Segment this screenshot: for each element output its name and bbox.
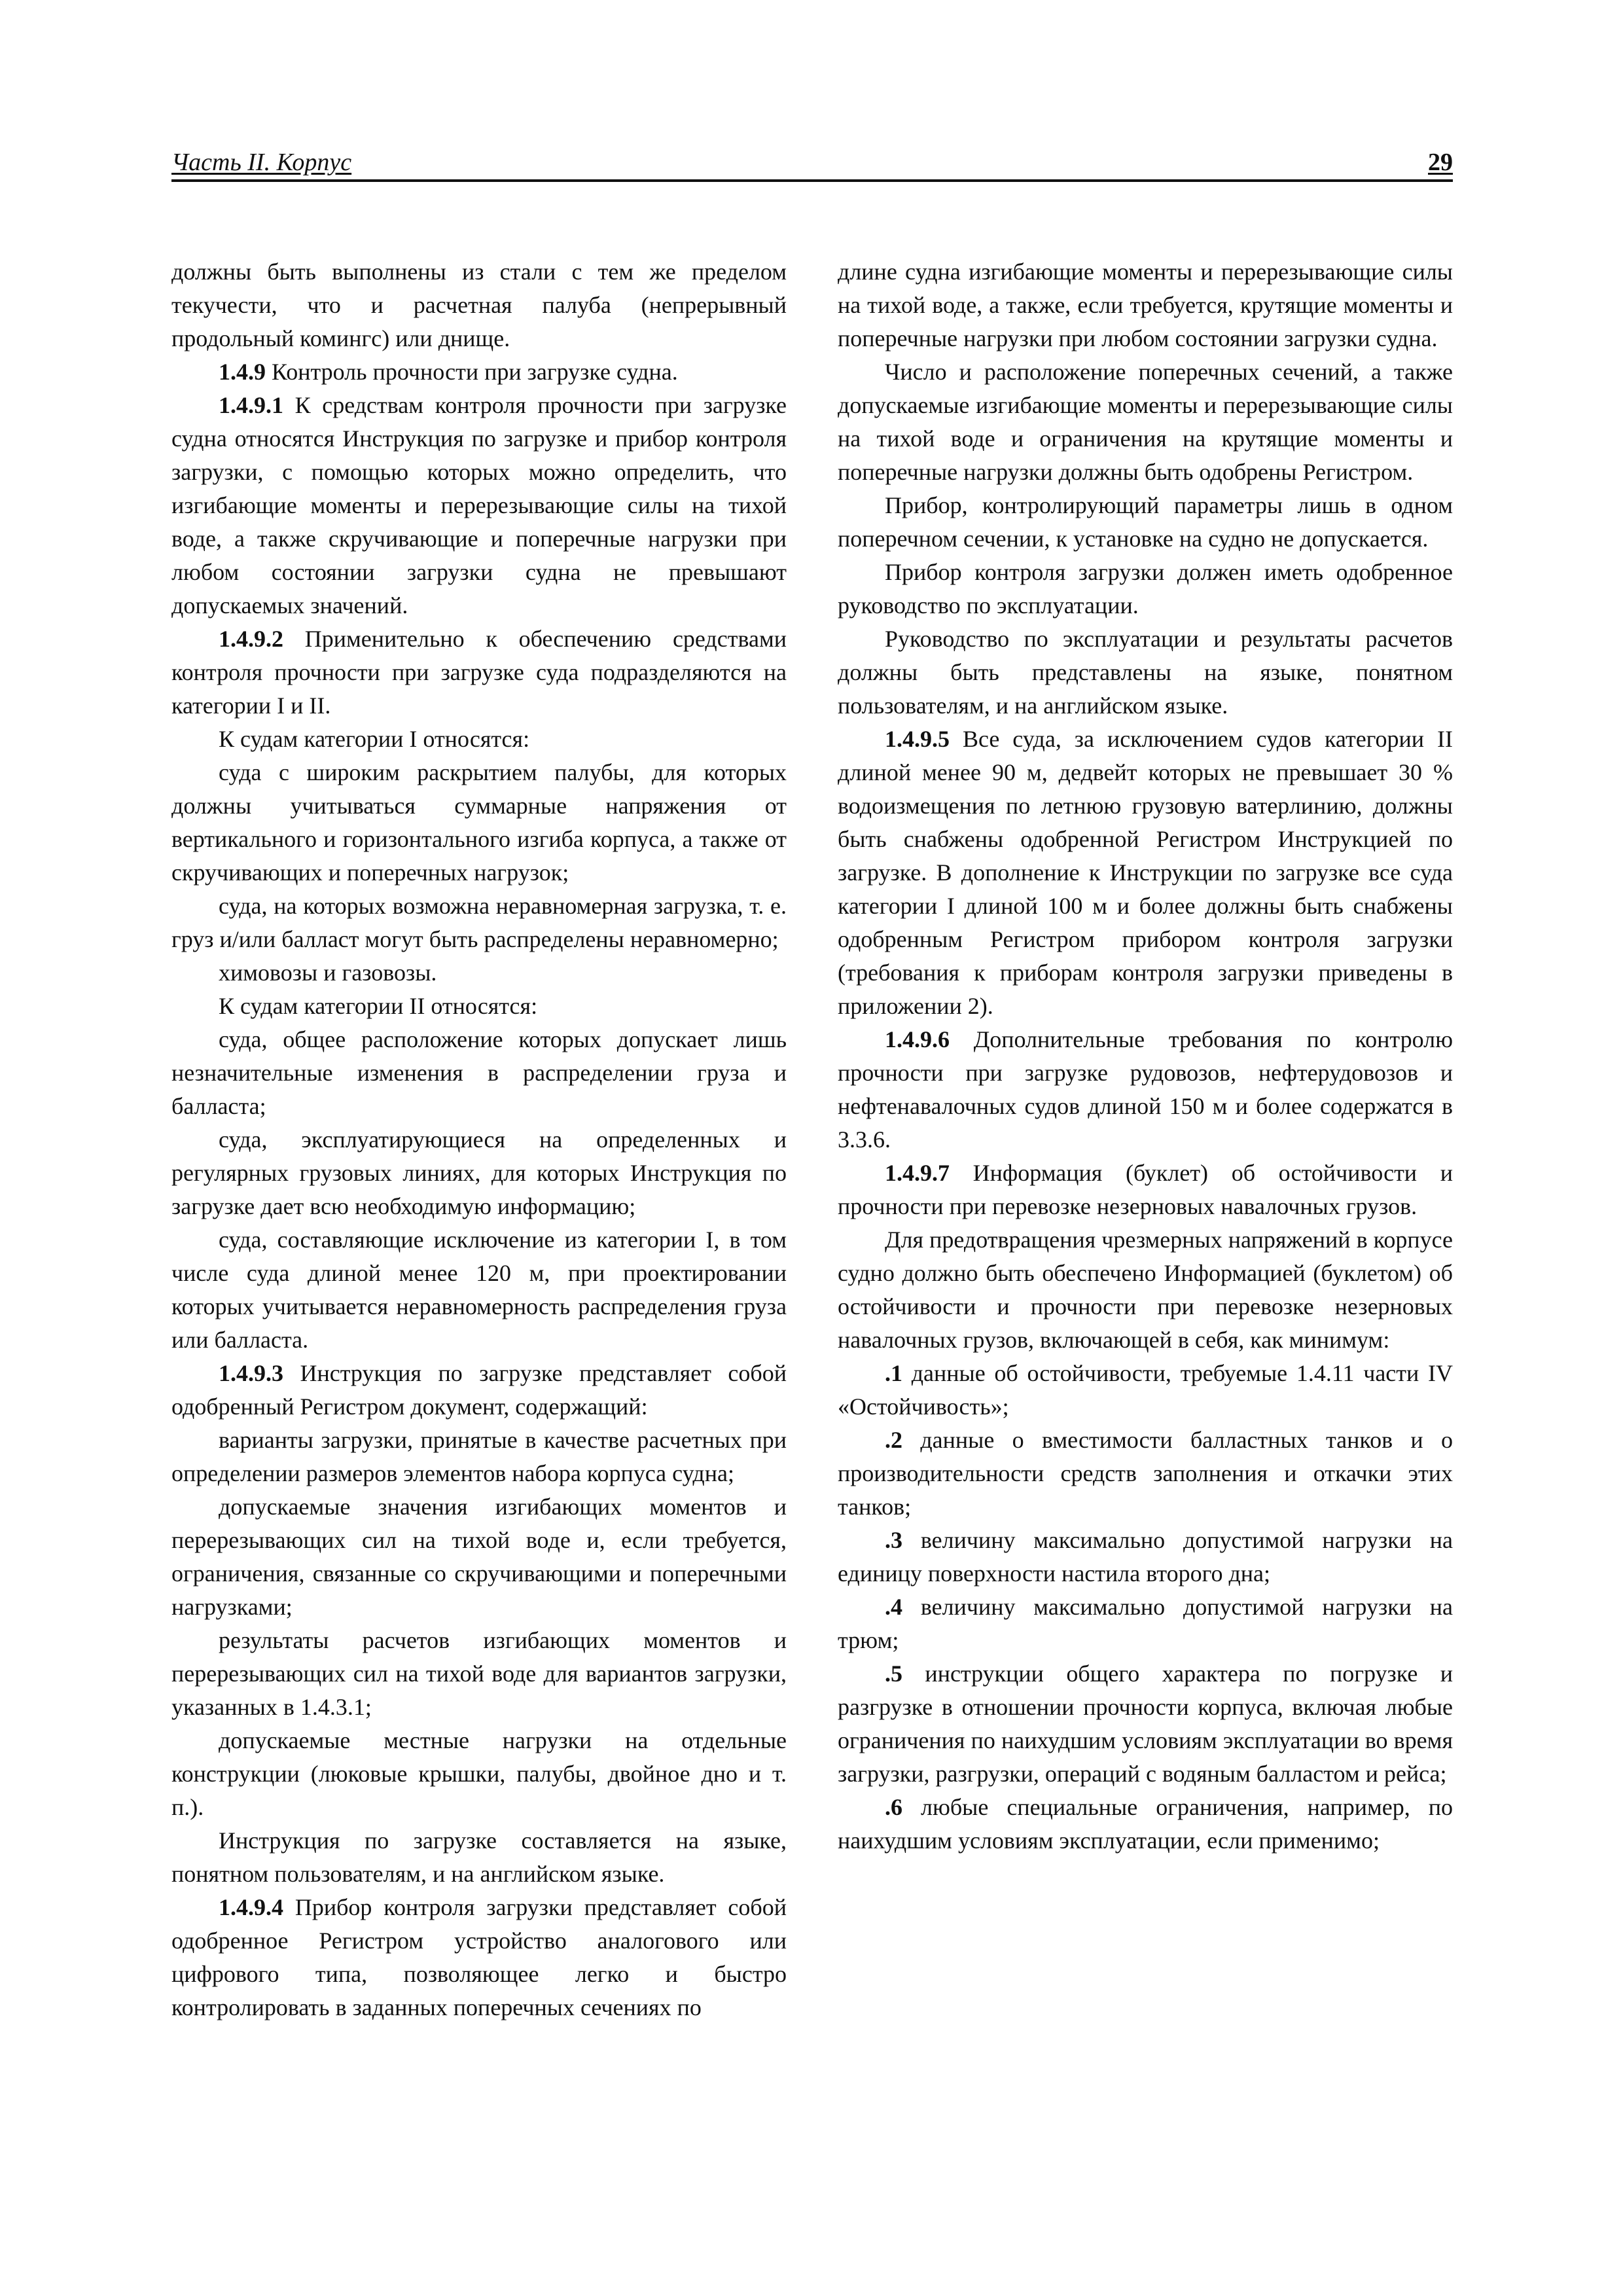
paragraph bbox=[838, 255, 1453, 355]
paragraph-text: допускаемые местные нагрузки на отдельные конструкции (люковые крышки, палубы, двойное дно и т. п.). bbox=[171, 1727, 787, 1820]
section-number: 1.4.9.5 bbox=[885, 726, 950, 752]
page-number: 29 bbox=[1428, 149, 1453, 176]
paragraph bbox=[838, 622, 1453, 723]
paragraph bbox=[171, 889, 787, 956]
section-number: .6 bbox=[885, 1794, 902, 1820]
paragraph bbox=[171, 1624, 787, 1724]
section-number: 1.4.9.2 bbox=[219, 626, 283, 652]
paragraph-text: суда, общее расположение которых допускает лишь незначительные изменения в распределении груза и балласта; bbox=[171, 1026, 787, 1119]
paragraph bbox=[171, 756, 787, 889]
paragraph-text: данные о вместимости балластных танков и о производительности средств заполнения и откачки этих танков; bbox=[838, 1427, 1453, 1520]
paragraph bbox=[171, 389, 787, 622]
paragraph-text: суда, эксплуатирующиеся на определенных и регулярных грузовых линиях, для которых Инструкция по загрузке дает всю необходимую информацию; bbox=[171, 1126, 787, 1219]
paragraph-text: длине судна изгибающие моменты и перерезывающие силы на тихой воде, а также, если требуется, крутящие моменты и поперечные нагрузки при любом состоянии загрузки судна. bbox=[838, 259, 1453, 351]
paragraph bbox=[171, 1223, 787, 1357]
paragraph bbox=[838, 1223, 1453, 1357]
paragraph bbox=[838, 1424, 1453, 1524]
section-number: 1.4.9.1 bbox=[219, 392, 283, 418]
paragraph bbox=[171, 355, 787, 389]
paragraph-text: К судам категории II относятся: bbox=[219, 993, 538, 1019]
section-number: .4 bbox=[885, 1594, 902, 1620]
paragraph-text: величину максимально допустимой нагрузки на единицу поверхности настила второго дна; bbox=[838, 1527, 1453, 1587]
paragraph bbox=[171, 1023, 787, 1123]
paragraph bbox=[171, 255, 787, 355]
paragraph bbox=[838, 1657, 1453, 1791]
paragraph bbox=[838, 355, 1453, 489]
right-text-column bbox=[838, 255, 1453, 1857]
paragraph-text: Дополнительные требования по контролю прочности при загрузке рудовозов, нефтерудовозов и нефтенавалочных судов длиной 150 м и более содержатся в 3.3.6. bbox=[838, 1026, 1453, 1153]
paragraph-text: допускаемые значения изгибающих моментов и перерезывающих сил на тихой воде и, если требуется, ограничения, связанные со скручивающими и поперечными нагрузками; bbox=[171, 1494, 787, 1620]
section-number: .1 bbox=[885, 1360, 902, 1386]
section-number: 1.4.9.7 bbox=[885, 1160, 950, 1186]
paragraph bbox=[171, 622, 787, 723]
paragraph-text: любые специальные ограничения, например, по наихудшим условиям эксплуатации, если применимо; bbox=[838, 1794, 1453, 1854]
section-number: 1.4.9.3 bbox=[219, 1360, 283, 1386]
section-number: .3 bbox=[885, 1527, 902, 1553]
paragraph-text: данные об остойчивости, требуемые 1.4.11 части IV «Остойчивость»; bbox=[838, 1360, 1453, 1420]
paragraph-text: Число и расположение поперечных сечений, а также допускаемые изгибающие моменты и перерезывающие силы на тихой воде и ограничения на крутящие моменты и поперечные нагрузки должны быть одобрены Регистром. bbox=[838, 359, 1453, 485]
paragraph-text: Руководство по эксплуатации и результаты расчетов должны быть представлены на языке, понятном пользователям, и на английском языке. bbox=[838, 626, 1453, 719]
part-title: Часть II. Корпус bbox=[171, 149, 352, 176]
paragraph-text: Инструкция по загрузке составляется на языке, понятном пользователям, и на английском языке. bbox=[171, 1827, 787, 1887]
paragraph-text: Прибор, контролирующий параметры лишь в одном поперечном сечении, к установке на судно не допускается. bbox=[838, 492, 1453, 552]
paragraph-text: К средствам контроля прочности при загрузке судна относятся Инструкция по загрузке и прибор контроля загрузки, с помощью которых можно определить, что изгибающие моменты и перерезывающие силы на тихой воде, а также скручивающие и поперечные нагрузки при любом состоянии загрузки судна не превышают допускаемых значений. bbox=[171, 392, 787, 619]
paragraph-text: Для предотвращения чрезмерных напряжений в корпусе судно должно быть обеспечено Информацией (буклетом) об остойчивости и прочности при перевозке незерновых навалочных грузов, включающей в себя, как минимум: bbox=[838, 1227, 1453, 1353]
paragraph bbox=[838, 1791, 1453, 1857]
paragraph bbox=[171, 1724, 787, 1824]
section-number: .2 bbox=[885, 1427, 902, 1453]
paragraph-text: должны быть выполнены из стали с тем же пределом текучести, что и расчетная палуба (непрерывный продольный комингс) или днище. bbox=[171, 259, 787, 351]
paragraph-text: инструкции общего характера по погрузке и разгрузке в отношении прочности корпуса, включая любые ограничения по наихудшим условиям эксплуатации во время загрузки, разгрузки, операций с водяным балластом и рейса; bbox=[838, 1660, 1453, 1787]
paragraph bbox=[838, 1524, 1453, 1590]
paragraph bbox=[838, 1023, 1453, 1157]
paragraph-text: результаты расчетов изгибающих моментов и перерезывающих сил на тихой воде для вариантов загрузки, указанных в 1.4.3.1; bbox=[171, 1627, 787, 1720]
paragraph bbox=[171, 1424, 787, 1490]
left-text-column bbox=[171, 255, 787, 2024]
paragraph-text: Прибор контроля загрузки представляет собой одобренное Регистром устройство аналогового или цифрового типа, позволяющее легко и быстро контролировать в заданных поперечных сечениях по bbox=[171, 1894, 787, 2020]
running-header bbox=[171, 145, 1453, 182]
paragraph-text: Прибор контроля загрузки должен иметь одобренное руководство по эксплуатации. bbox=[838, 559, 1453, 619]
paragraph bbox=[838, 1590, 1453, 1657]
paragraph-text: химовозы и газовозы. bbox=[219, 960, 437, 986]
paragraph bbox=[838, 1357, 1453, 1424]
paragraph bbox=[838, 489, 1453, 556]
paragraph bbox=[838, 1157, 1453, 1223]
paragraph bbox=[171, 723, 787, 756]
paragraph bbox=[171, 1824, 787, 1891]
paragraph bbox=[171, 1357, 787, 1424]
paragraph bbox=[171, 1490, 787, 1624]
paragraph-text: К судам категории I относятся: bbox=[219, 726, 530, 752]
paragraph-text: варианты загрузки, принятые в качестве расчетных при определении размеров элементов набора корпуса судна; bbox=[171, 1427, 787, 1486]
section-number: 1.4.9.6 bbox=[885, 1026, 950, 1052]
paragraph-text: Все суда, за исключением судов категории II длиной менее 90 м, дедвейт которых не превышает 30 % водоизмещения по летнюю грузовую ватерлинию, должны быть снабжены одобренной Регистром Инструкцией по загрузке. В дополнение к Инструкции по загрузке все суда категории I длиной 100 м и более должны быть снабжены одобренным Регистром прибором контроля загрузки (требования к приборам контроля загрузки приведены в приложении 2). bbox=[838, 726, 1453, 1019]
paragraph-text: Инструкция по загрузке представляет собой одобренный Регистром документ, содержащий: bbox=[171, 1360, 787, 1420]
paragraph bbox=[838, 556, 1453, 622]
section-number: 1.4.9 bbox=[219, 359, 266, 385]
paragraph-text: Контроль прочности при загрузке судна. bbox=[266, 359, 678, 385]
paragraph-text: величину максимально допустимой нагрузки на трюм; bbox=[838, 1594, 1453, 1653]
paragraph bbox=[171, 990, 787, 1023]
paragraph-text: Информация (буклет) об остойчивости и прочности при перевозке незерновых навалочных грузов. bbox=[838, 1160, 1453, 1219]
paragraph-text: Применительно к обеспечению средствами контроля прочности при загрузке суда подразделяются на категории I и II. bbox=[171, 626, 787, 719]
section-number: .5 bbox=[885, 1660, 902, 1687]
paragraph bbox=[838, 723, 1453, 1023]
section-number: 1.4.9.4 bbox=[219, 1894, 283, 1920]
paragraph bbox=[171, 1123, 787, 1223]
paragraph-text: суда, составляющие исключение из категории I, в том числе суда длиной менее 120 м, при проектировании которых учитывается неравномерность распределения груза или балласта. bbox=[171, 1227, 787, 1353]
paragraph bbox=[171, 1891, 787, 2024]
paragraph bbox=[171, 956, 787, 990]
paragraph-text: суда с широким раскрытием палубы, для которых должны учитываться суммарные напряжения от вертикального и горизонтального изгиба корпуса, а также от скручивающих и поперечных нагрузок; bbox=[171, 759, 787, 886]
paragraph-text: суда, на которых возможна неравномерная загрузка, т. е. груз и/или балласт могут быть распределены неравномерно; bbox=[171, 893, 787, 952]
